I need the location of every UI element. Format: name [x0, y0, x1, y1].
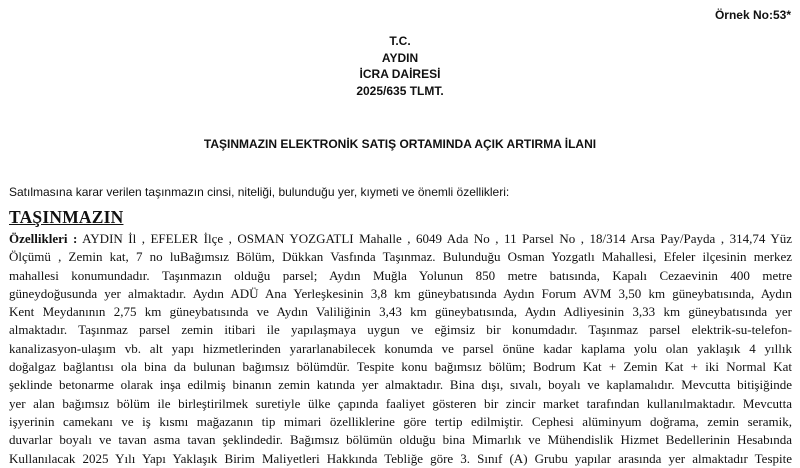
- description-line: mahallesi konumundadır. Taşınmazın olduğu parsel; Aydın Muğla Yolunun 850 metre batısında, Kapalı Cezaevinin 400 metre: [9, 267, 792, 283]
- description-line: Özellikleri : AYDIN İl , EFELER İlçe , OSMAN YOZGATLI Mahalle , 6049 Ada No , 11 Parsel No , 18/314 Arsa Pay/Payda , 314,74 Yüz: [9, 231, 792, 246]
- header-country: T.C.: [389, 34, 411, 48]
- description-line: yer alan bağımsız bölüm ile birleştirilmek suretiyle ülke çapında faaliyet gösteren bir zincir market tarafından kullanılmaktadır. Mevcutta: [9, 395, 792, 411]
- example-number: Örnek No:53*: [714, 8, 791, 22]
- notice-title: TAŞINMAZIN ELEKTRONİK SATIŞ ORTAMINDA AÇIK ARTIRMA İLANI: [203, 137, 597, 151]
- features-label: Özellikleri :: [9, 231, 78, 246]
- description-line: kanalizasyon-ulaşım vb. alt yapı hizmetlerinden yararlanabilecek konumda ve parsel önüne kadar kaplama yolu olan yaklaşık 4 yıllık: [9, 340, 792, 356]
- section-heading: TAŞINMAZIN: [9, 207, 124, 227]
- description-line: duvarlar boyalı ve tavan asma tavan şeklindedir. Bağımsız bölümün olduğu bina Mimarlık ve Mühendislik Hizmet Bedellerinin Hesabında: [9, 432, 792, 448]
- property-description: [9, 230, 792, 468]
- description-line: Kent Meydanının 2,75 km güneybatısında ve Aydın Valiliğinin 3,43 km güneybatısında, Aydın Adliyesinin 3,33 km güneybatısında yer: [9, 304, 792, 320]
- document-header: [0, 33, 800, 99]
- description-line: almaktadır. Taşınmaz parsel zemin itibari ile yapılaşmaya uygun ve eğimsiz bir konumdadır. Taşınmaz parsel elektrik-su-telefon-: [9, 322, 792, 338]
- description-line: güneydoğusunda yer almaktadır. Aydın ADÜ Ana Yerleşkesinin 3,8 km güneybatısında Aydın Forum AVM 3,50 km güneybatısında, Aydın: [9, 285, 792, 301]
- description-line: işyerinin camekanı ve iş kısmı mağazanın tip mimari özelliklerine göre tertip edilmiştir. Cephesi alüminyum doğrama, zemin seramik,: [9, 413, 792, 429]
- header-file-number: 2025/635 TLMT.: [356, 83, 444, 98]
- header-city: AYDIN: [381, 50, 419, 65]
- description-line: Kullanılacak 2025 Yılı Yapı Yaklaşık Birim Maliyetleri Hakkında Tebliğe göre 3. Sınıf (A) Grubu yapılar arasında yer almaktadır Tespite: [9, 450, 792, 466]
- description-line: Ölçümü , Zemin kat, 7 no luBağımsız Bölüm, Dükkan Vasfında Taşınmaz. Bulunduğu Osman Yozgatlı Mahallesi, Efeler ilçesinin merkez: [9, 249, 792, 265]
- intro-text: Satılmasına karar verilen taşınmazın cinsi, niteliği, bulunduğu yer, kıymeti ve önemli özellikleri:: [9, 185, 510, 199]
- description-line: şeklinde betonarme olarak inşa edilmiş binanın zemin katında yer almaktadır. Bina dışı, sıvalı, boyalı ve kaplamalıdır. Mevcutta bitişiğinde: [9, 377, 792, 393]
- description-line: doğalgaz bağlantısı ola bina da bulunan bağımsız bölümdür. Tespite konu bağımsız bölüm; Bodrum Kat + Zemin Kat + iki Normal Kat: [9, 359, 792, 375]
- header-office: İCRA DAİRESİ: [359, 67, 441, 81]
